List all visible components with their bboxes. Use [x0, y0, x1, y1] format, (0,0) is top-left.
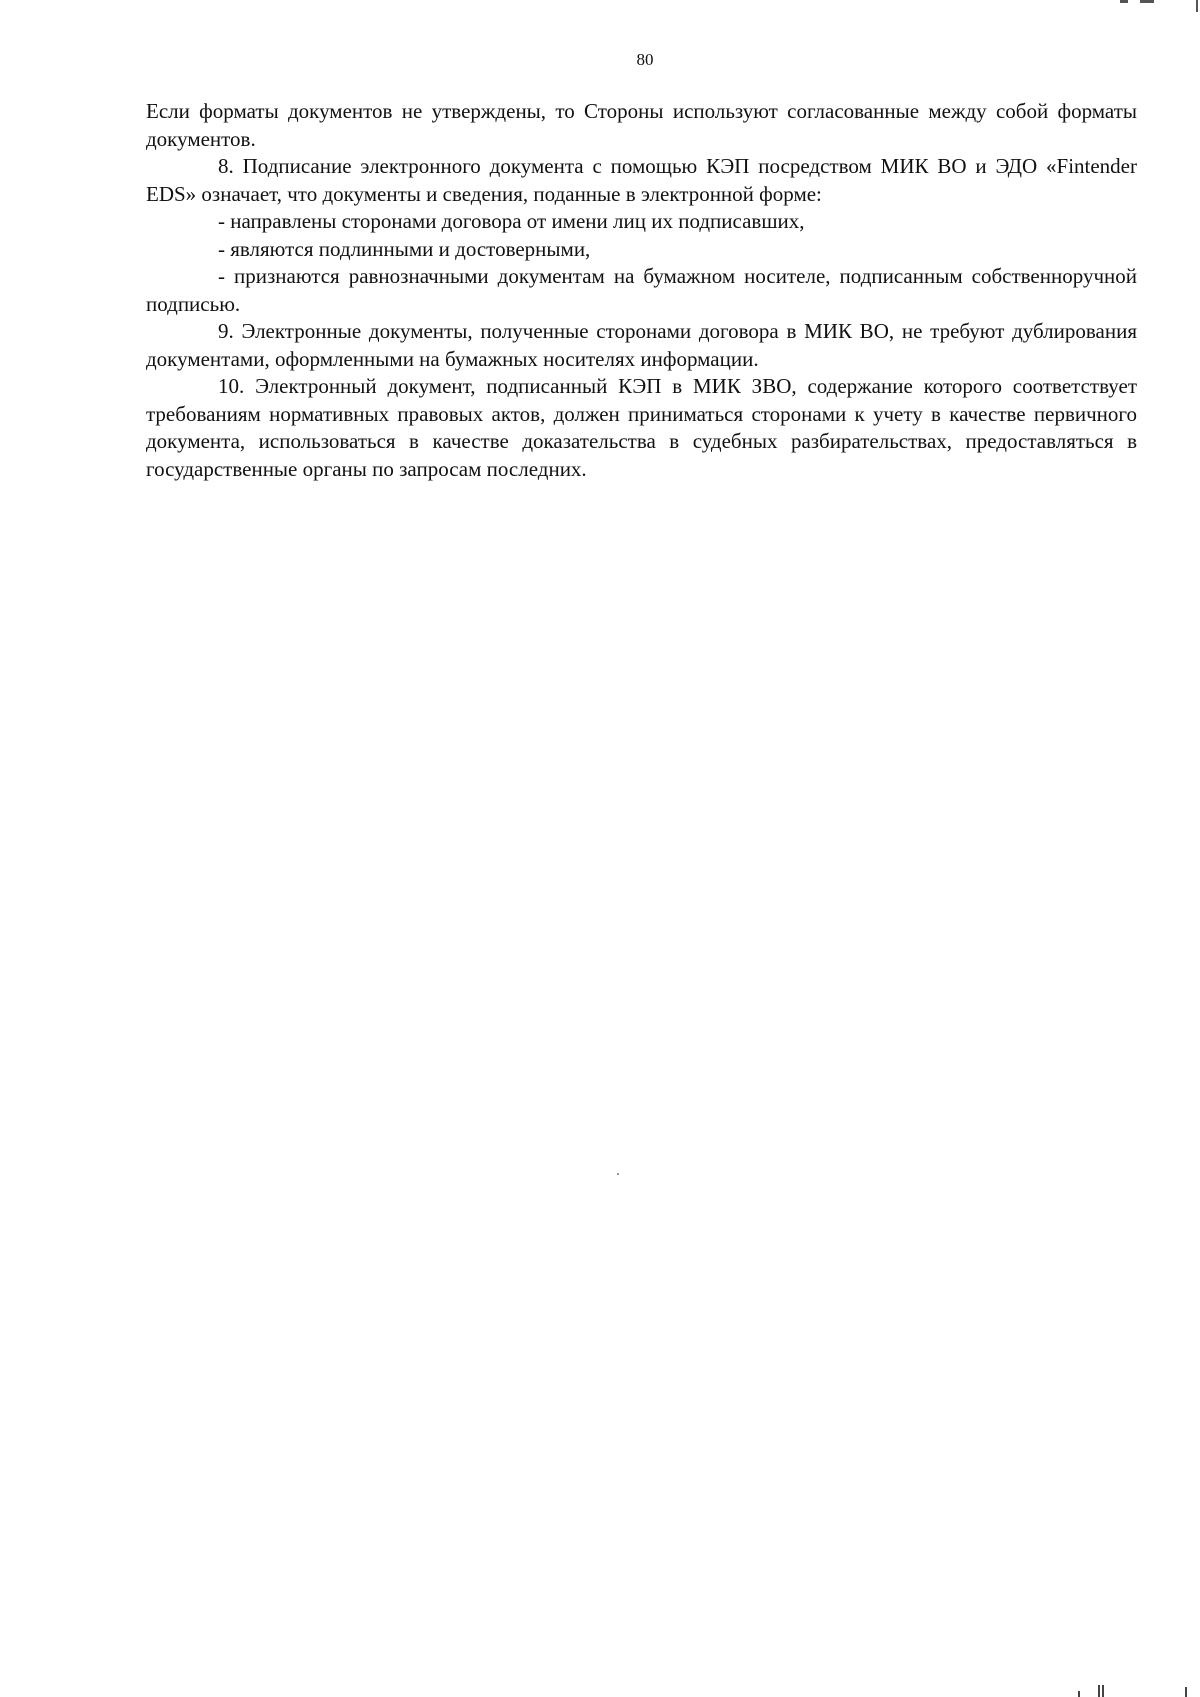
list-item-authentic: - являются подлинными и достоверными, — [218, 236, 591, 261]
scan-edge-mark-bottom — [1070, 1683, 1200, 1697]
paragraph-9-no-duplication: 9. Электронные документы, полученные сторонами договора в МИК ВО, не требуют дублирования документами, оформленными на бумажных носителях информации. — [146, 319, 1137, 371]
page-number: 80 — [636, 50, 654, 69]
paragraph-8-signing: 8. Подписание электронного документа с помощью КЭП посредством МИК ВО и ЭДО «Fintender EDS» означает, что документы и сведения, поданные в электронной форме: — [146, 154, 1137, 206]
list-item-sent-by-parties: - направлены сторонами договора от имени лиц их подписавших, — [218, 209, 805, 233]
list-item-equivalent: - признаются равнозначными документам на бумажном носителе, подписанным собственноручной подписью. — [146, 264, 1137, 316]
paragraph-formats: Если форматы документов не утверждены, то Стороны используют согласованные между собой форматы документов. — [146, 99, 1137, 151]
document-body — [146, 98, 1137, 483]
paragraph-10-primary-document: 10. Электронный документ, подписанный КЭП в МИК ЗВО, содержание которого соответствует требованиям нормативных правовых актов, должен приниматься сторонами к учету в качестве первичного документа, использоваться в качестве доказательства в судебных разбирательствах, предоставляться в государственные органы по запросам последних. — [146, 374, 1137, 481]
scan-speck — [617, 1173, 619, 1175]
scan-edge-mark-top — [1090, 0, 1200, 3]
